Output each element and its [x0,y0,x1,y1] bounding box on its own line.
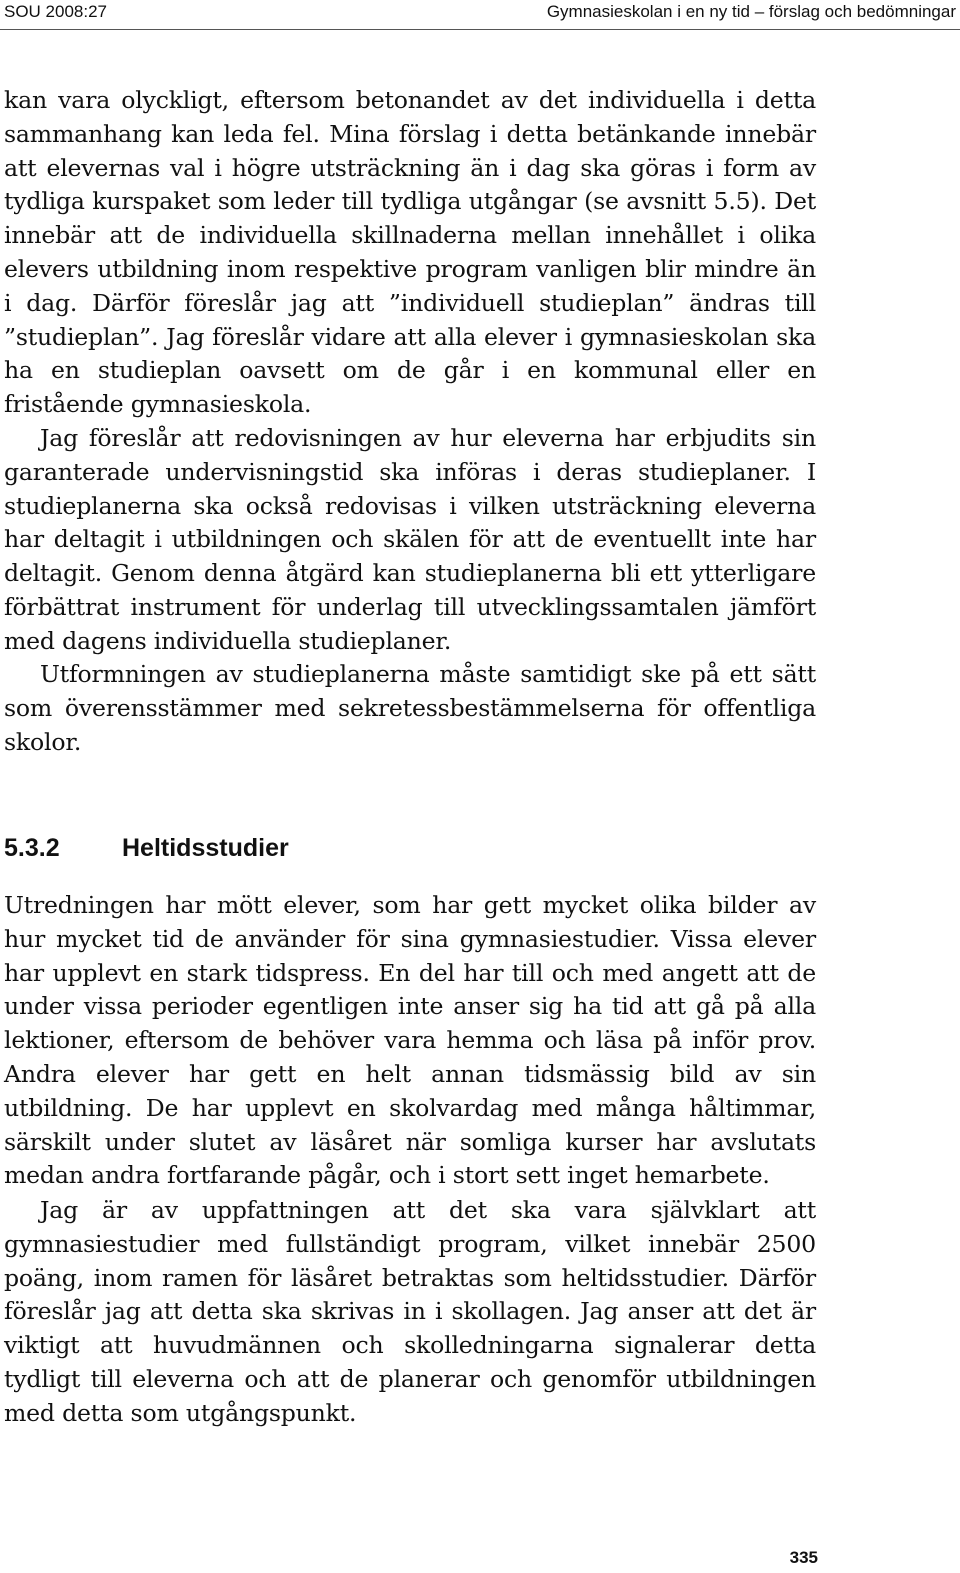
page-number: 335 [789,1548,818,1567]
section-title: Heltidsstudier [122,834,289,862]
paragraph-utredningen: Utredningen har mött elever, som har gett mycket olika bilder av hur mycket tid de använder för sina gymnasiestudier. Vissa elever har upplevt en stark tidspress. En del har till och med angett att de under vissa perioder egentligen inte anser sig ha tid att gå på alla lektioner, eftersom de behöver vara hemma och läsa på inför prov. Andra elever har gett en helt annan tidsmässig bild av sin utbildning. De har upplevt en skolvardag med många håltimmar, särskilt under slutet av läsåret när somliga kurser har avslutats medan andra fortfarande pågår, och i stort sett inget hemarbete. [4,891,816,1190]
report-number: SOU 2008:27 [4,2,108,21]
header-divider [0,29,960,30]
paragraph-sekretess: Utformningen av studieplanerna måste samtidigt ske på ett sätt som överensstämmer med sekretessbestämmelserna för offentliga skolor. [4,660,816,756]
paragraph-heltidsstudier: Jag är av uppfattningen att det ska vara självklart att gymnasiestudier med fullständigt program, vilket innebär 2500 poäng, inom ramen för läsåret betraktas som heltidsstudier. Därför föreslår jag att detta ska skrivas in i skollagen. Jag anser att det är viktigt att huvudmännen och skolledningarna signalerar detta tydligt till eleverna och att de planerar och genomför utbildningen med detta som utgångspunkt. [4,1196,816,1427]
section-number: 5.3.2 [4,834,60,862]
section-heading [4,830,289,866]
paragraph-studieplan-redovisning: Jag föreslår att redovisningen av hur eleverna har erbjudits sin garanterade undervisningstid ska införas i deras studieplaner. I studieplanerna ska också redovisas i vilken utsträckning eleverna har deltagit i utbildningen och skälen för att de eventuellt inte har deltagit. Genom denna åtgärd kan studieplanerna bli ett ytterligare förbättrat instrument för underlag till utvecklingssamtalen jämfört med dagens individuella studieplaner. [4,424,816,655]
chapter-title: Gymnasieskolan i en ny tid – förslag och bedömningar [546,2,956,21]
running-header [0,0,960,26]
paragraph-continued: kan vara olyckligt, eftersom betonandet av det individuella i detta sammanhang kan leda fel. Mina förslag i detta betänkande innebär att elevernas val i högre utsträckning än i dag ska göras i form av tydliga kurspaket som leder till tydliga utgångar (se avsnitt 5.5). Det innebär att de individuella skillnaderna mellan innehållet i olika elevers utbildning inom respektive program vanligen blir mindre än i dag. Därför föreslår jag att ”individuell studieplan” ändras till ”studieplan”. Jag föreslår vidare att alla elever i gymnasieskolan ska ha en studieplan oavsett om de går i en kommunal eller en fristående gymnasieskola. [4,86,816,419]
